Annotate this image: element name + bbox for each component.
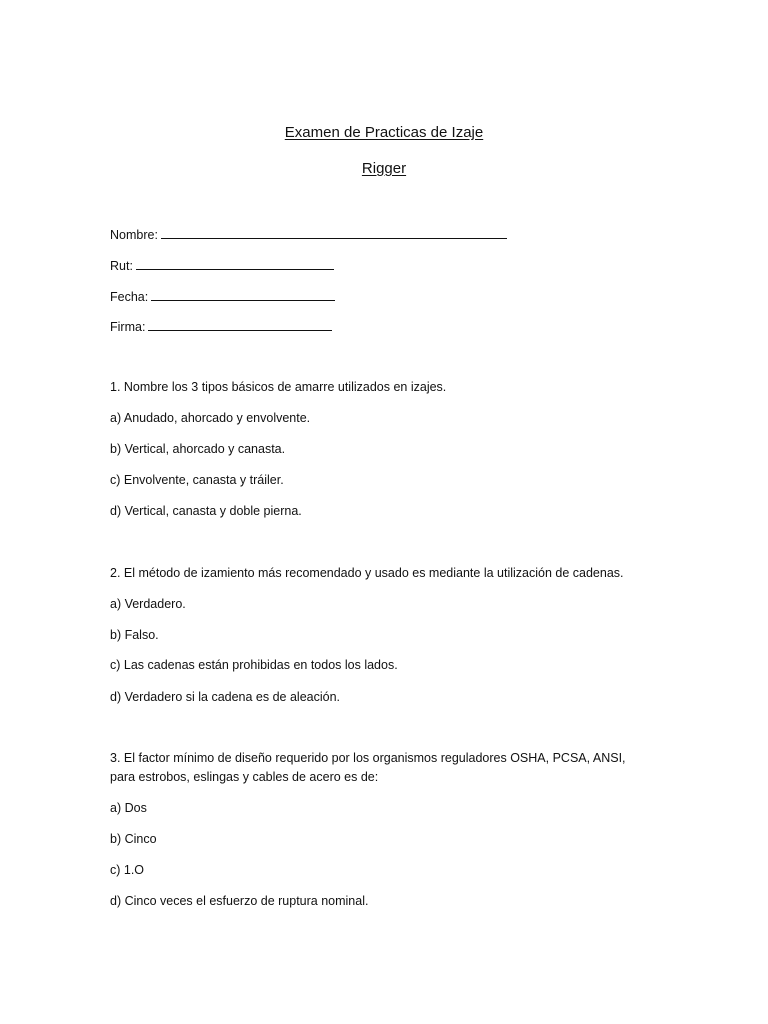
question-2-prompt: 2. El método de izamiento más recomendado y usado es mediante la utilización de cadenas. [110, 566, 624, 580]
rut-blank-line[interactable] [136, 257, 334, 270]
rut-field[interactable] [110, 257, 334, 273]
document-subtitle: Rigger [361, 160, 407, 177]
firma-blank-line[interactable] [148, 318, 332, 331]
firma-field[interactable] [110, 318, 332, 334]
question-1-option-c: c) Envolvente, canasta y tráiler. [110, 473, 284, 487]
rut-label: Rut: [110, 259, 133, 273]
question-1-prompt: 1. Nombre los 3 tipos básicos de amarre utilizados en izajes. [110, 380, 447, 394]
question-3-option-a: a) Dos [110, 801, 147, 815]
question-3-option-d: d) Cinco veces el esfuerzo de ruptura nominal. [110, 894, 369, 908]
question-1-option-a: a) Anudado, ahorcado y envolvente. [110, 411, 311, 425]
question-3-option-b: b) Cinco [110, 832, 157, 846]
question-2-option-c: c) Las cadenas están prohibidas en todos los lados. [110, 658, 398, 672]
question-2-option-d: d) Verdadero si la cadena es de aleación. [110, 690, 341, 704]
question-3-option-c: c) 1.O [110, 863, 145, 877]
nombre-blank-line[interactable] [161, 226, 507, 239]
fecha-blank-line[interactable] [151, 288, 335, 301]
fecha-field[interactable] [110, 288, 335, 304]
fecha-label: Fecha: [110, 290, 149, 304]
question-2-option-b: b) Falso. [110, 628, 159, 642]
question-1-option-d: d) Vertical, canasta y doble pierna. [110, 504, 302, 518]
question-1-option-b: b) Vertical, ahorcado y canasta. [110, 442, 286, 456]
document-title: Examen de Practicas de Izaje [284, 124, 484, 141]
nombre-field[interactable] [110, 226, 507, 242]
nombre-label: Nombre: [110, 228, 158, 242]
question-2-option-a: a) Verdadero. [110, 597, 186, 611]
firma-label: Firma: [110, 320, 146, 334]
question-3-prompt: 3. El factor mínimo de diseño requerido por los organismos reguladores OSHA, PCSA, ANSI, para estrobos, eslingas y cables de acero es de: [110, 751, 626, 784]
